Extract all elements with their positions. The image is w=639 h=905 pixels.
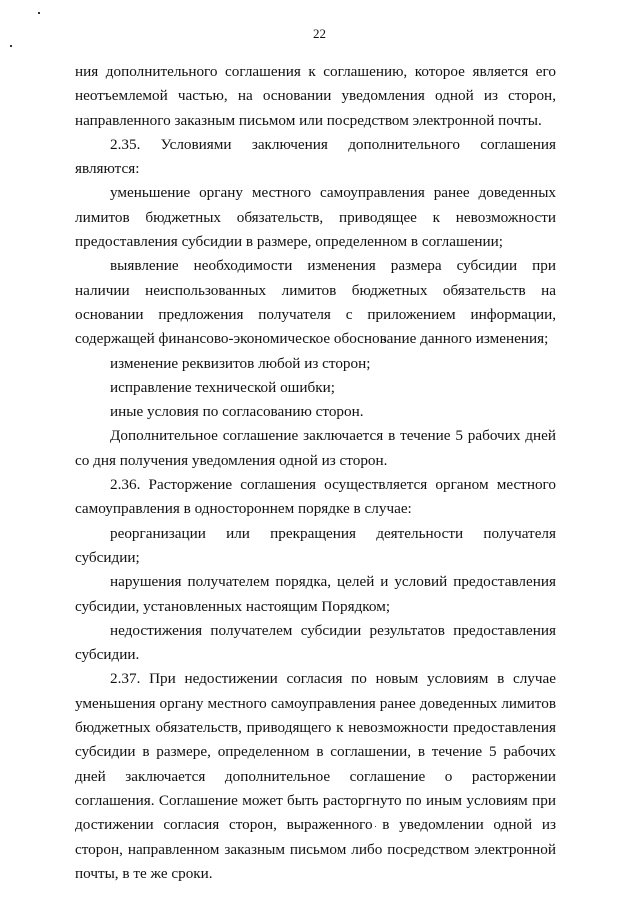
document-body bbox=[75, 60, 556, 886]
paragraph-condition-other: иные условия по согласованию сторон. bbox=[110, 403, 364, 421]
scan-speck bbox=[10, 45, 12, 47]
page-number: 22 bbox=[313, 26, 326, 41]
scan-speck bbox=[38, 12, 40, 14]
paragraph-clause-2-36: 2.36. Расторжение соглашения осуществляется органом местного самоуправления в одностороннем порядке в случае: bbox=[75, 476, 556, 518]
paragraph-condition-subsidy-change: выявление необходимости изменения размера субсидии при наличии неиспользованных лимитов бюджетных обязательств на основании предложения получателя с приложением информации, содержащей финансово-экономическое обоснование данного изменения; bbox=[75, 257, 556, 348]
paragraph-continuation: ния дополнительного соглашения к соглашению, которое является его неотъемлемой частью, на основании уведомления одной из сторон, направленного заказным письмом или посредством электронной почты. bbox=[75, 63, 556, 129]
paragraph-additional-agreement-term: Дополнительное соглашение заключается в течение 5 рабочих дней со дня получения уведомления одной из сторон. bbox=[75, 427, 556, 469]
paragraph-condition-requisites: изменение реквизитов любой из сторон; bbox=[110, 354, 371, 372]
paragraph-clause-2-35: 2.35. Условиями заключения дополнительного соглашения являются: bbox=[75, 135, 556, 178]
paragraph-condition-technical-error: исправление технической ошибки; bbox=[110, 378, 335, 396]
paragraph-condition-limits-reduction: уменьшение органу местного самоуправления ранее доведенных лимитов бюджетных обязательств, приводящее к невозможности предоставления субсидии в размере, определенном в соглашении; bbox=[75, 184, 556, 251]
paragraph-clause-2-37: 2.37. При недостижении согласия по новым условиям в случае уменьшения органу местного самоуправления ранее доведенных лимитов бюджетных обязательств, приводящего к невозможности предоставления субсидии в размере, определенном в соглашении, в течение 5 рабочих дней заключается дополнительное соглашение о расторжении соглашения. Соглашение может быть расторгнуто по иным условиям при достижении согласия сторон, выраженного в уведомлении одной из сторон, направленном заказным письмом либо посредством электронной почты, в те же сроки. bbox=[75, 670, 556, 882]
paragraph-termination-reorganization: реорганизации или прекращения деятельности получателя субсидии; bbox=[75, 524, 556, 566]
paragraph-termination-violation: нарушения получателем порядка, целей и условий предоставления субсидии, установленных настоящим Порядком; bbox=[75, 573, 556, 615]
paragraph-termination-results: недостижения получателем субсидии результатов предоставления субсидии. bbox=[75, 621, 556, 664]
